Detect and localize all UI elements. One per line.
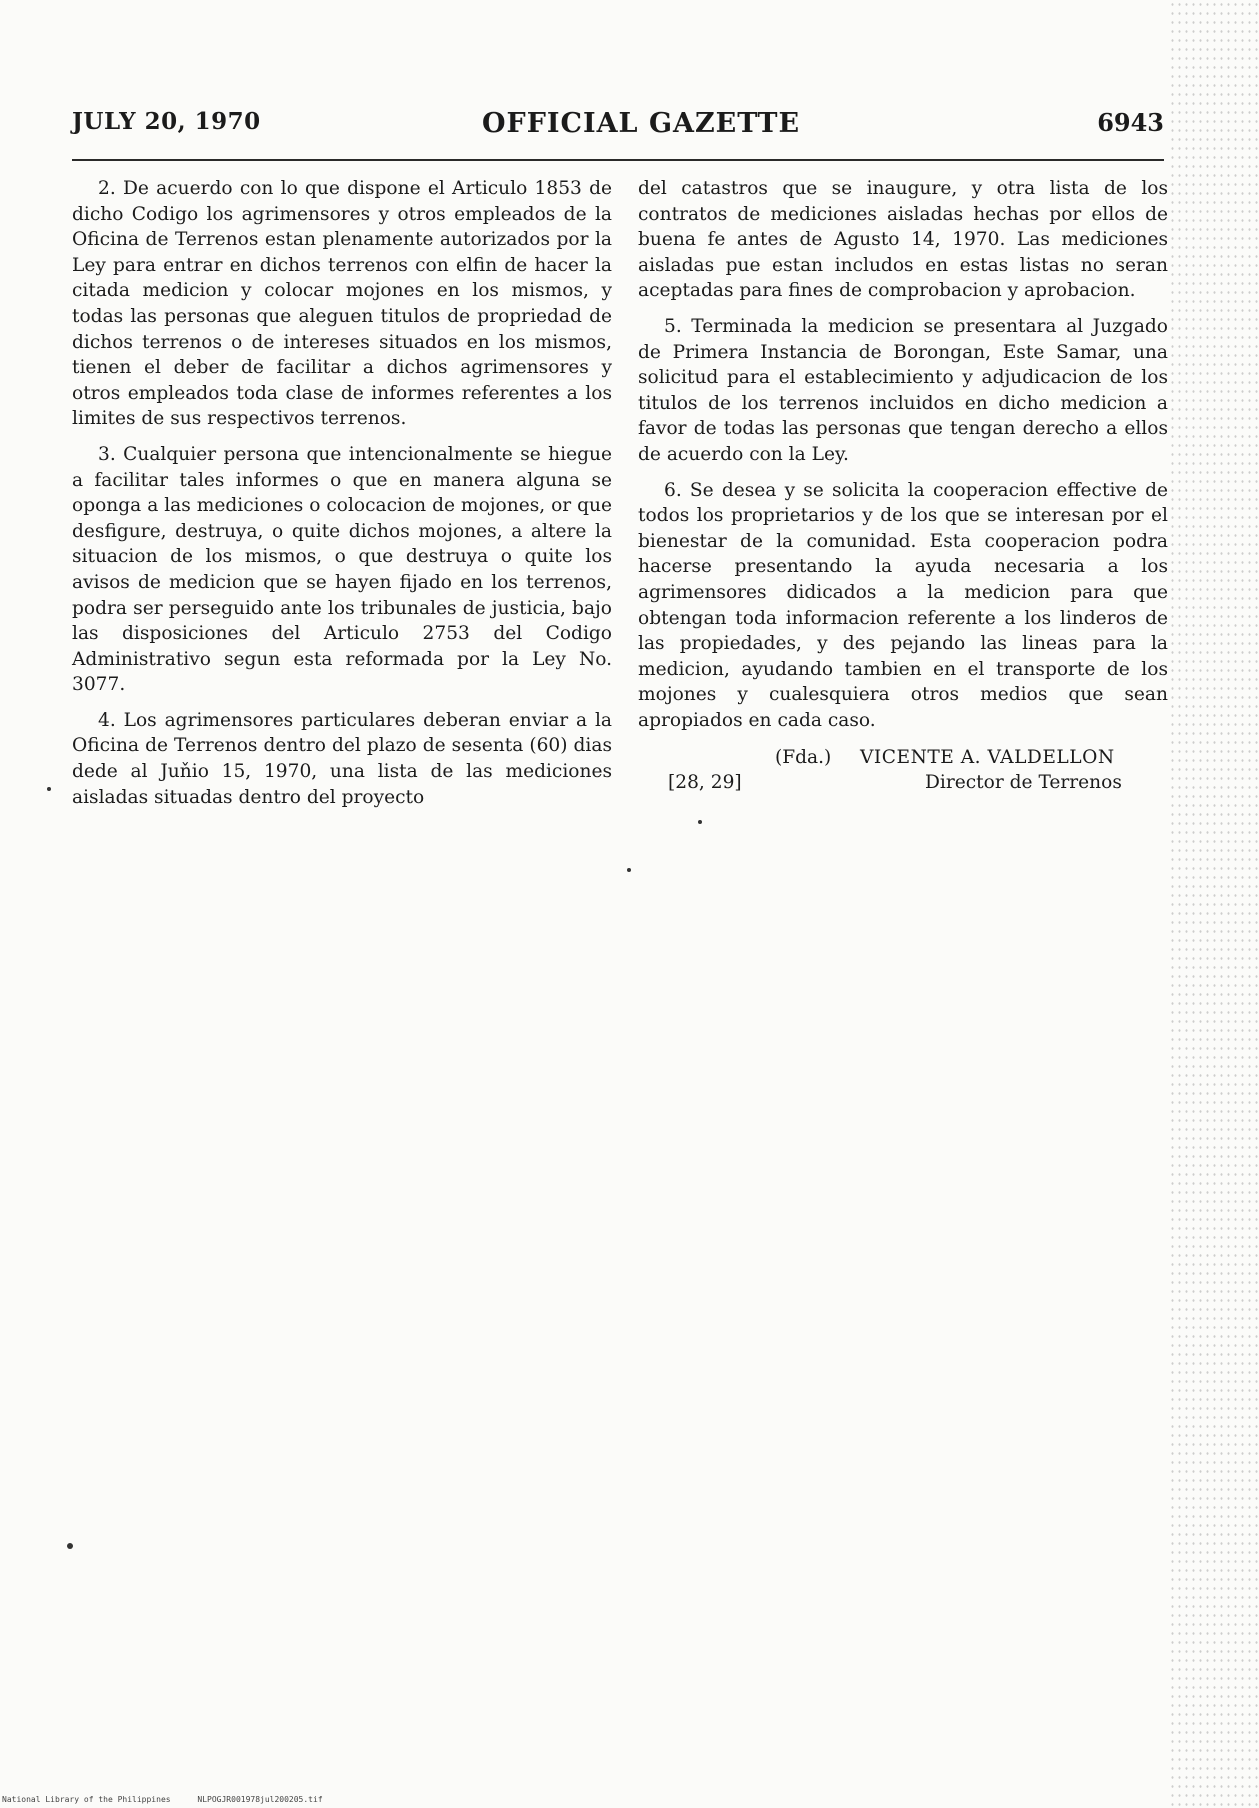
paragraph-6: 6. Se desea y se solicita la cooperacion effective de todos los proprietarios y de los que se interesan por el bienestar de la comunidad. Esta cooperacion podra hacerse presentando la ayuda necesaria a los agrimensores didicados a la medicion para que obtengan toda informacion referente a los linderos de las propiedades, y des pejando las lineas para la medicion, ayudando tambien en el transporte de los mojones y cualesquiera otros medios que sean apropiados en cada caso. xyxy=(638,479,1168,731)
scan-grain xyxy=(1169,0,1259,1808)
right-column xyxy=(638,176,1168,795)
page-number: 6943 xyxy=(1097,108,1164,137)
paragraph-3: 3. Cualquier persona que intencionalmente se hiegue a facilitar tales informes o que en manera alguna se oponga a las mediciones o colocacion de mojones, or que desfigure, destruya, o quite dichos mojones, a altere la situacion de los mismos, o que destruya o quite los avisos de medicion que se hayen fijado en los terrenos, podra ser perseguido ante los tribunales de justicia, bajo las disposiciones del Articulo 2753 del Codigo Administrativo segun esta reformada por la Ley No. 3077. xyxy=(72,443,612,696)
paragraph-2: 2. De acuerdo con lo que dispone el Articulo 1853 de dicho Codigo los agrimensores y otros empleados de la Oficina de Terrenos estan plenamente autorizados por la Ley para entrar en dichos terrenos con elfin de hacer la citada medicion y colocar mojones en los mismos, y todas las personas que aleguen titulos de propriedad de dichos terrenos o de intereses situados en los mismos, tienen el deber de facilitar a dichos agrimensores y otros empleados toda clase de informes referentes a los limites de sus respectivos terrenos. xyxy=(72,178,612,430)
page-header xyxy=(72,108,1164,148)
header-date: JULY 20, 1970 xyxy=(72,108,261,135)
signature-block xyxy=(638,745,1168,795)
signatory-name: VICENTE A. VALDELLON xyxy=(860,747,1115,769)
left-column xyxy=(72,176,612,820)
footer-library: National Library of the Philippines xyxy=(2,1795,171,1804)
paragraph-5: 5. Terminada la medicion se presentara al Juzgado de Primera Instancia de Borongan, Este Samar, una solicitud para el establecimiento y adjudicacion de los titulos de los terrenos incluidos en dicho medicion a favor de todas las personas que tengan derecho a ellos de acuerdo con la Ley. xyxy=(638,315,1168,465)
scan-footer xyxy=(2,1795,345,1804)
footer-file: NLPOGJR001978jul200205.tif xyxy=(197,1795,323,1804)
scan-speck xyxy=(698,820,702,824)
signatory-title: Director de Terrenos xyxy=(925,772,1122,794)
paragraph-4: 4. Los agrimensores particulares deberan enviar a la Oficina de Terrenos dentro del plazo de sesenta (60) dias dede al Juňio 15, 1970, una lista de las mediciones aisladas situadas dentro del proyecto xyxy=(72,709,612,808)
scan-speck xyxy=(627,868,631,872)
header-rule xyxy=(72,159,1164,161)
paragraph-4-continued: del catastros que se inaugure, y otra lista de los contratos de mediciones aisladas hechas por ellos de buena fe antes de Agusto 14, 1970. Las mediciones aisladas pue estan includos en estas listas no seran aceptadas para fines de comprobacion y aprobacion. xyxy=(638,178,1168,302)
scan-speck xyxy=(47,787,51,791)
publication-title: OFFICIAL GAZETTE xyxy=(482,108,801,139)
scan-speck xyxy=(67,1543,73,1549)
signature-fda: (Fda.) xyxy=(775,747,832,769)
issue-reference: [28, 29] xyxy=(668,772,742,794)
